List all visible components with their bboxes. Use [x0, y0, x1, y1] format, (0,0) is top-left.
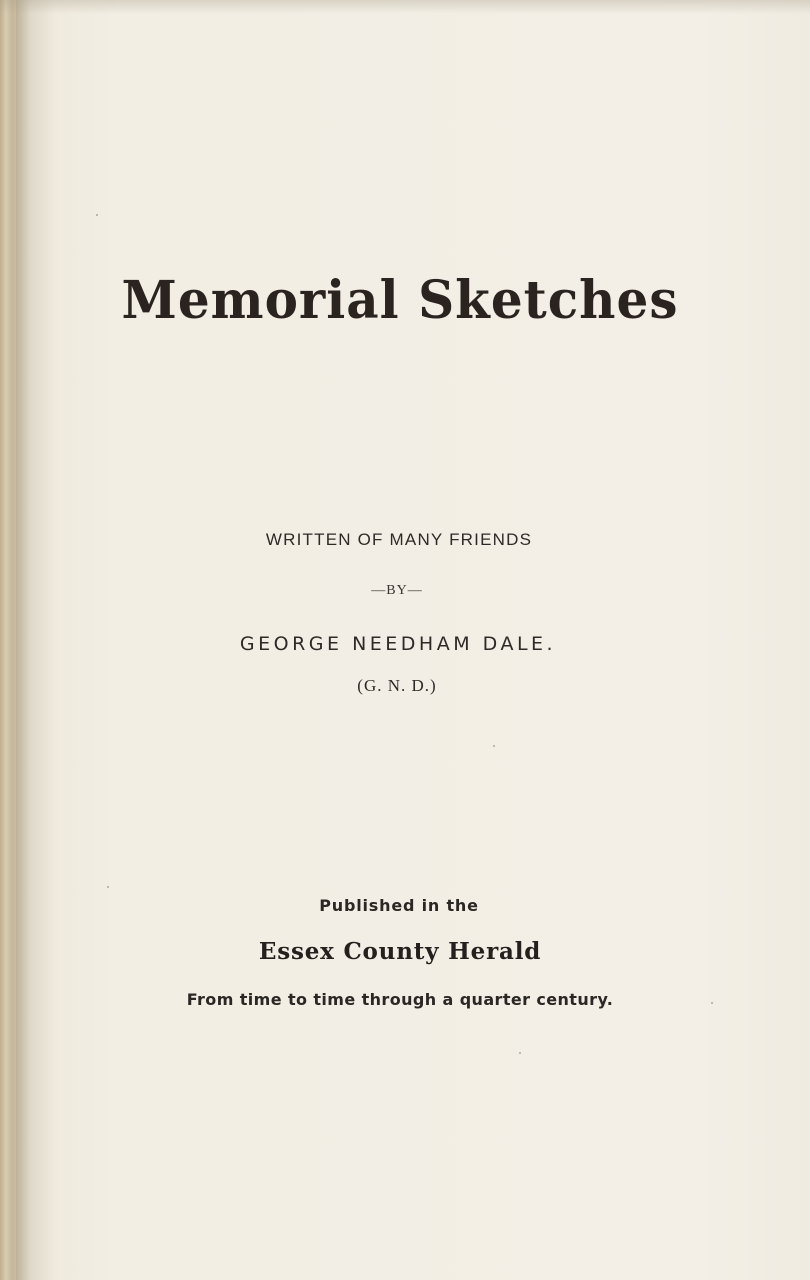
- published-intro: Published in the: [319, 896, 479, 915]
- publication-name: Essex County Herald: [258, 938, 542, 965]
- paper-speck: [107, 886, 109, 888]
- author-initials: (G. N. D.): [357, 676, 437, 695]
- book-title: Memorial Sketches: [121, 268, 679, 331]
- publication-time-span: From time to time through a quarter century.: [186, 990, 614, 1009]
- paper-speck: [519, 1052, 521, 1054]
- author-name: GEORGE NEEDHAM DALE.: [239, 633, 557, 655]
- paper-speck: [711, 1002, 713, 1004]
- by-line: —BY—: [371, 583, 423, 598]
- book-subtitle: WRITTEN OF MANY FRIENDS: [265, 530, 533, 549]
- paper-speck: [493, 745, 495, 747]
- paper-speck: [96, 214, 98, 216]
